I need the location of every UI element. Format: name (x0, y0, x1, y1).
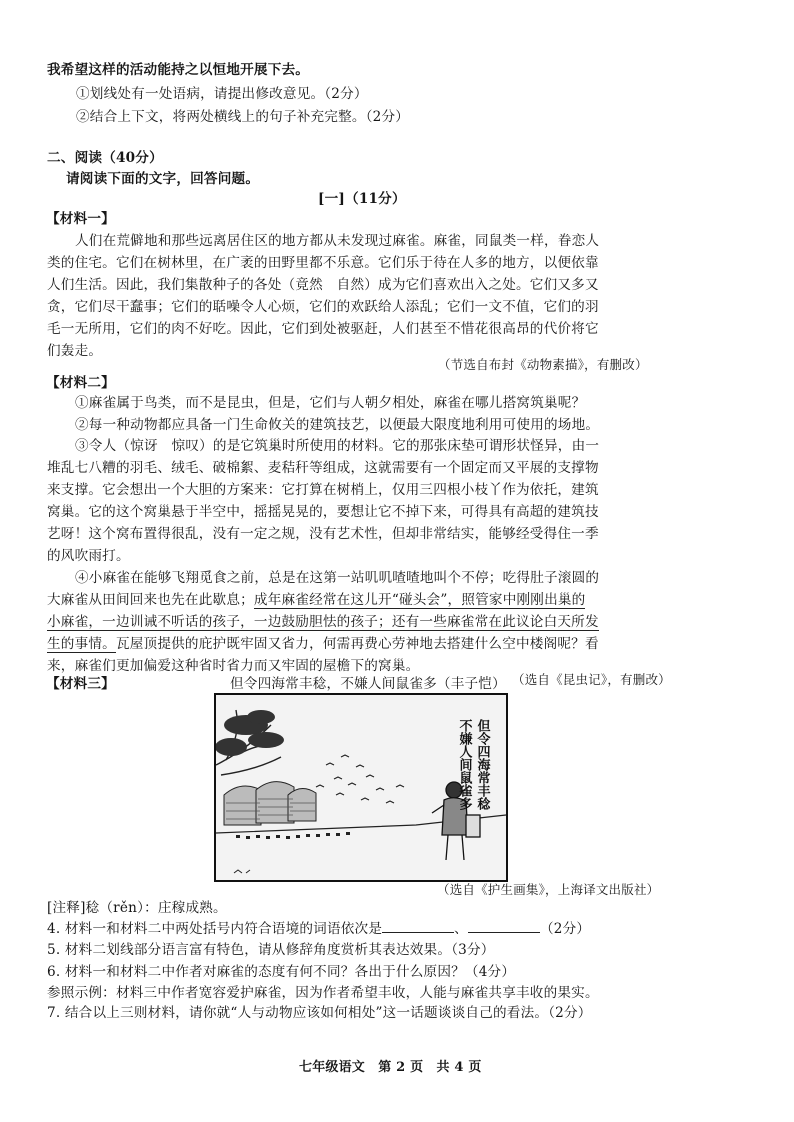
material-1-line: 类的住宅。它们在树林里，在广袤的田野里都不乐意。它们乐于待在人多的地方，以便依靠 (47, 255, 599, 271)
question-3-1: ①划线处有一处语病，请提出修改意见。（2分） (76, 86, 368, 102)
question-5: 5. 材料二划线部分语言富有特色，请从修辞角度赏析其表达效果。（3分） (47, 942, 495, 958)
grain-dots (236, 832, 350, 839)
plain-segment: 大麻雀从田间回来也先在此歇息； (47, 592, 254, 608)
plain-segment: 瓦屋顶提供的庇护既牢固又省力，何需再费心劳神地去搭建什么空中楼阁呢？看 (115, 636, 599, 652)
question-4-separator: 、 (454, 921, 468, 937)
material-2-line: ④小麻雀在能够飞翔觅食之前，总是在这第一站叽叽喳喳地叫个不停；吃得肚子滚圆的 (75, 570, 600, 586)
inscription-col-1: 但令四海常丰稔 (474, 719, 490, 810)
signature-mark (234, 870, 250, 873)
intro-line: 我希望这样的活动能持之以恒地开展下去。 (47, 62, 310, 78)
answer-blank-1[interactable] (382, 918, 454, 933)
material-1-line: 人们生活。因此，我们集散种子的各处（竟然 自然）成为它们喜欢出入之处。它们又多又 (47, 277, 599, 293)
material-1-source: （节选自布封《动物素描》，有删改） (438, 357, 648, 372)
inscription (457, 718, 492, 811)
reference-example: 参照示例：材料三中作者宽容爱护麻雀，因为作者希望丰收，人能与麻雀共享丰收的果实。 (47, 985, 599, 1001)
underlined-segment: 小麻雀，一边训诫不听话的孩子，一边鼓励胆怯的孩子；还有一些麻雀常在此议论白天所发 (47, 614, 599, 630)
material-1-line: 贪，它们尽干蠢事；它们的聒噪令人心烦，它们的欢跃给人添乱；它们一文不值，它们的羽 (47, 299, 599, 315)
material-2-line (47, 612, 599, 632)
answer-blank-2[interactable] (468, 918, 540, 933)
question-4 (47, 918, 590, 939)
material-2-line: ③令人（惊讶 惊叹）的是它筑巢时所使用的材料。它的那张床垫可谓形状怪异，由一 (75, 438, 600, 454)
material-1-line: 们轰走。 (47, 343, 103, 359)
underlined-segment: 生的事情。 (47, 636, 116, 652)
material-2-line: 来支撑。它会想出一个大胆的方案来：它打算在树梢上，仅用三四根小枝丫作为依托，建筑 (47, 482, 599, 498)
question-4-score: （2分） (539, 921, 591, 937)
material-2-line (47, 590, 585, 610)
cartoon-illustration (214, 693, 508, 882)
material-1-line: 人们在荒僻地和那些远离居住区的地方都从未发现过麻雀。麻雀，同鼠类一样，眷恋人 (75, 233, 600, 249)
material-3-label: 【材料三】 (46, 676, 115, 692)
material-2-line: ①麻雀属于鸟类，而不是昆虫，但是，它们与人朝夕相处，麻雀在哪儿搭窝筑巢呢？ (75, 395, 586, 411)
flying-sparrows (316, 755, 404, 803)
question-7: 7. 结合以上三则材料，请你就“人与动物应该如何相处”这一话题谈谈自己的看法。（2分） (47, 1005, 592, 1021)
underlined-segment: 成年麻雀经常在这儿开“碰头会”，照管家中刚刚出巢的 (253, 592, 586, 608)
question-3-2: ②结合上下文，将两处横线上的句子补充完整。（2分） (76, 109, 410, 125)
material-2-source: （选自《昆虫记》，有删改） (512, 672, 671, 687)
cartoon-title: 但令四海常丰稔，不嫌人间鼠雀多（丰子恺） (230, 676, 506, 692)
question-6: 6. 材料一和材料二中作者对麻雀的态度有何不同？各出于什么原因？（4分） (47, 964, 516, 980)
material-2-line: 的风吹雨打。 (47, 548, 130, 564)
material-2-label: 【材料二】 (46, 375, 115, 391)
section-heading: 二、阅读（40分） (47, 150, 163, 166)
question-4-text: 4. 材料一和材料二中两处括号内符合语境的词语依次是 (47, 921, 383, 937)
material-2-line: 来，麻雀们更加偏爱这种省时省力而又牢固的屋檐下的窝巢。 (47, 658, 420, 674)
material-2-line: ②每一种动物都应具备一门生命攸关的建筑技艺，以便最大限度地利用可使用的场地。 (75, 417, 600, 433)
material-1-label: 【材料一】 (46, 211, 115, 227)
cartoon-drawing (216, 695, 506, 880)
material-2-line: 堆乱七八糟的羽毛、绒毛、破棉絮、麦秸秆等组成，这就需要有一个固定而又平展的支撑物 (47, 460, 599, 476)
page-footer: 七年级语文 第 2 页 共 4 页 (299, 1060, 482, 1075)
part-heading: [一]（11分） (318, 191, 406, 207)
material-2-line: 艺呀！这个窝布置得很乱，没有一定之规，没有艺术性，但却非常结实，能够经受得住一季 (47, 526, 599, 542)
material-2-line (47, 634, 599, 654)
material-2-line: 窝巢。它的这个窝巢悬于半空中，摇摇晃晃的，要想让它不掉下来，可得具有高超的建筑技 (47, 504, 599, 520)
material-1-line: 毛一无所用，它们的肉不好吃。因此，它们到处被驱赶，人们甚至不惜花很高昂的代价将它 (47, 321, 599, 337)
material-3-source: （选自《护生画集》，上海译文出版社） (437, 882, 660, 897)
annotation-note: [注释]稔（rěn）：庄稼成熟。 (47, 900, 227, 916)
inscription-col-2: 不嫌人间鼠雀多 (456, 719, 472, 810)
instruction: 请阅读下面的文字，回答问题。 (66, 171, 260, 187)
